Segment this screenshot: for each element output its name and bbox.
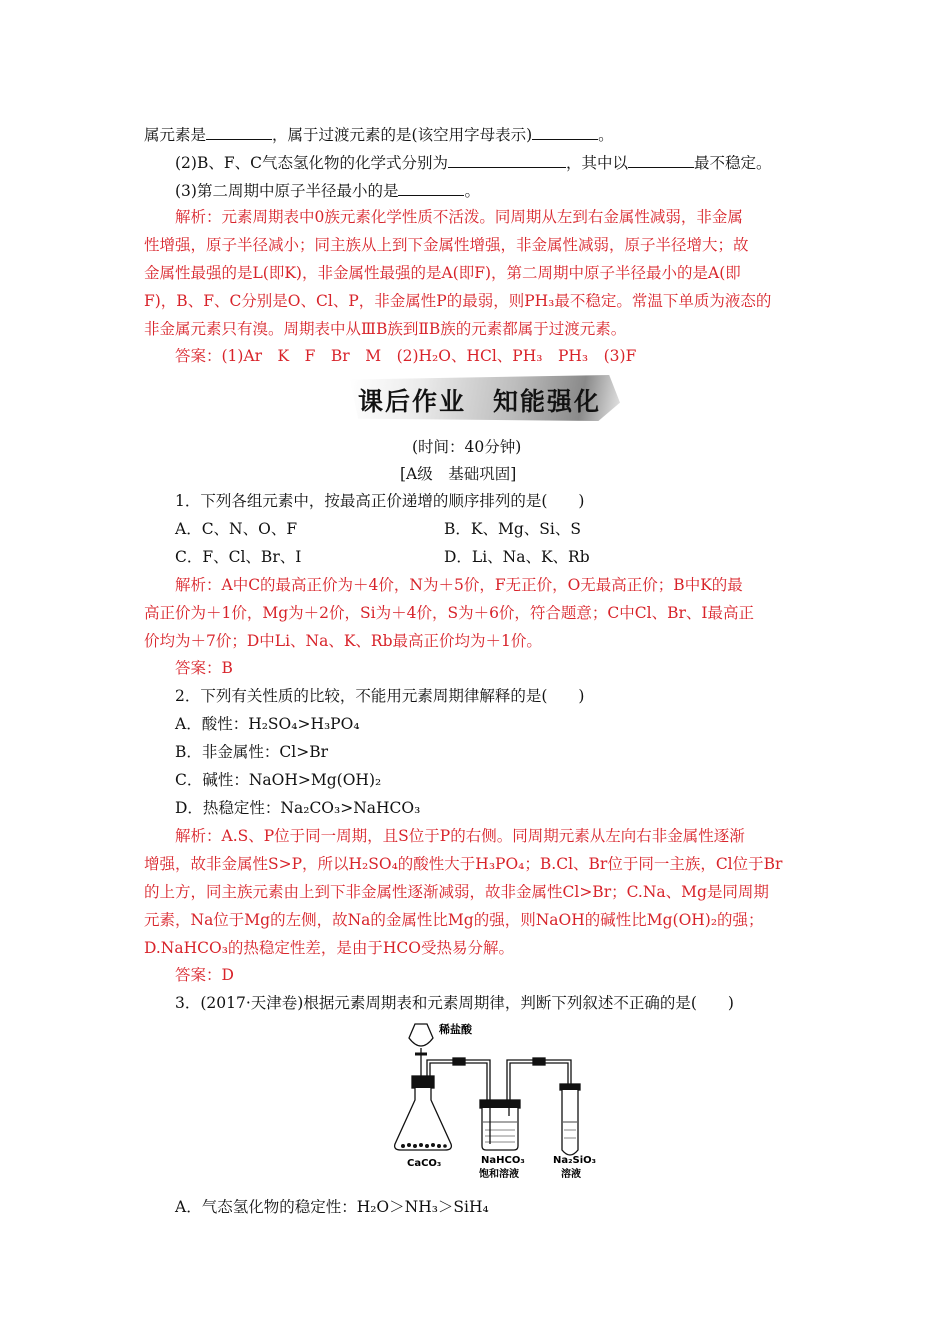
q1-analysis-line: 高正价为＋1价，Mg为＋2价，Si为＋4价，S为＋6价，符合题意；C中Cl、Br、I最高正 [144,604,755,622]
intro-text: (3)第二周期中原子半径最小的是 [175,182,399,200]
q2-answer: 答案：D [175,966,234,984]
q2-analysis-line: 元素，Na位于Mg的左侧，故Na的金属性比Mg的强，则NaOH的碱性比Mg(OH)₂的强； [144,911,764,929]
q2-option-a[interactable]: A．酸性：H₂SO₄>H₃PO₄ [175,715,360,733]
answer-blank[interactable] [532,124,598,140]
analysis1-line: F)，B、F、C分别是O、Cl、P，非金属性P的最弱，则PH₃最不稳定。常温下单质为液态的 [144,292,772,310]
q1-stem: 1．下列各组元素中，按最高正价递增的顺序排列的是( ) [175,492,585,510]
apparatus-figure [385,1020,625,1186]
q2-analysis-line: 的上方，同主族元素由上到下非金属性逐渐减弱，故非金属性Cl>Br；C.Na、Mg是同周期 [144,883,769,901]
level-label: [A级 基础巩固] [400,465,517,483]
analysis1-line: 性增强，原子半径减小；同主族从上到下金属性增强，非金属性减弱，原子半径增大；故 [144,236,749,254]
answer1: 答案：(1)Ar K F Br M (2)H₂O、HCl、PH₃ PH₃ (3)F [175,347,637,365]
section-banner [350,375,620,421]
q2-analysis-line: D.NaHCO₃的热稳定性差，是由于HCO受热易分解。 [144,939,514,957]
intro-text: 最不稳定。 [693,154,772,172]
intro-line-1 [144,124,614,145]
intro-text: 属元素是 [144,126,207,144]
q2-option-d[interactable]: D．热稳定性：Na₂CO₃>NaHCO₃ [175,799,421,817]
bottle-label-2: 饱和溶液 [479,1169,519,1180]
q1-option-c[interactable]: C．F、Cl、Br、I [175,548,302,566]
answer-blank[interactable] [448,152,566,168]
intro-text: 。 [464,182,480,200]
q3-option-a[interactable]: A．气态氢化物的稳定性：H₂O＞NH₃＞SiH₄ [175,1198,489,1216]
q2-analysis-line: 解析：A.S、P位于同一周期，且S位于P的右侧。同周期元素从左向右非金属性逐渐 [175,827,745,845]
acid-label: 稀盐酸 [439,1023,472,1036]
q1-option-d[interactable]: D．Li、Na、K、Rb [444,548,590,566]
q2-option-c[interactable]: C．碱性：NaOH>Mg(OH)₂ [175,771,382,789]
tube-label-1: Na₂SiO₃ [553,1155,597,1166]
analysis1-line: 解析：元素周期表中0族元素化学性质不活泼。同周期从左到右金属性减弱，非金属 [175,208,743,226]
intro-text: ，属于过渡元素的是(该空用字母表示) [272,126,533,144]
analysis1-line: 金属性最强的是L(即K)，非金属性最强的是A(即F)，第二周期中原子半径最小的是A(即 [144,264,741,282]
intro-text: (2)B、F、C气态氢化物的化学式分别为 [175,154,448,172]
intro-text: ，其中以 [565,154,628,172]
q1-option-b[interactable]: B．K、Mg、Si、S [444,520,581,538]
intro-text: 。 [598,126,614,144]
tube-label-2: 溶液 [561,1169,581,1180]
time-label: (时间：40分钟) [412,438,522,456]
q1-analysis-line: 价均为＋7价；D中Li、Na、K、Rb最高正价均为＋1价。 [144,632,542,650]
intro-line-2 [175,152,772,173]
q1-option-a[interactable]: A．C、N、O、F [175,520,298,538]
bottle-label-1: NaHCO₃ [481,1155,525,1166]
q2-analysis-line: 增强，故非金属性S>P，所以H₂SO₄的酸性大于H₃PO₄；B.Cl、Br位于同一主族，Cl位于Br [144,855,783,873]
section-title: 课后作业 知能强化 [358,387,602,416]
flask-label: CaCO₃ [407,1158,442,1169]
answer-blank[interactable] [628,152,694,168]
q2-stem: 2．下列有关性质的比较，不能用元素周期律解释的是( ) [175,687,585,705]
answer-blank[interactable] [398,180,464,196]
answer-blank[interactable] [206,124,272,140]
analysis1-line: 非金属元素只有溴。周期表中从ⅢB族到ⅡB族的元素都属于过渡元素。 [144,320,627,338]
q1-analysis-line: 解析：A中C的最高正价为＋4价，N为＋5价，F无正价，O无最高正价；B中K的最 [175,576,743,594]
intro-line-3 [175,180,480,201]
q2-option-b[interactable]: B．非金属性：Cl>Br [175,743,328,761]
q3-stem: 3．(2017·天津卷)根据元素周期表和元素周期律，判断下列叙述不正确的是( ) [175,994,734,1012]
q1-answer: 答案：B [175,659,233,677]
